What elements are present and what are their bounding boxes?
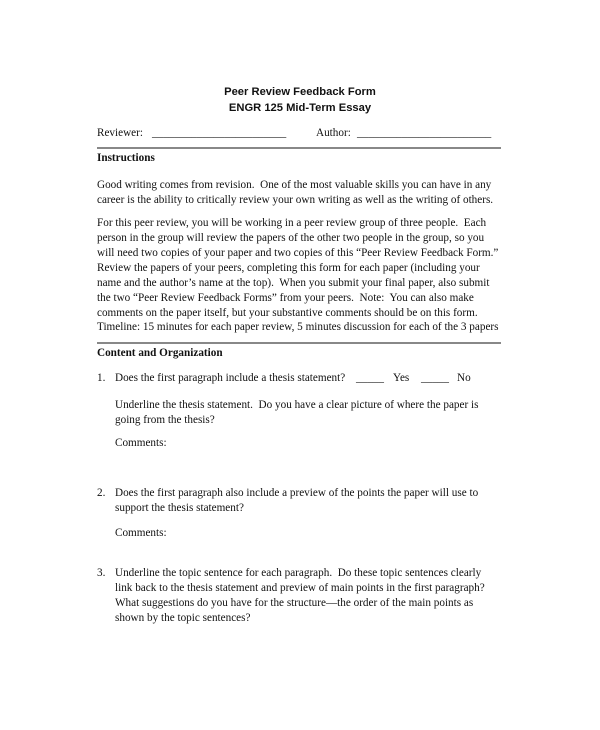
paragraph-line: name and the author’s name at the top). When you submit your final paper, also submit — [97, 277, 490, 289]
instructions-heading: Instructions — [97, 152, 155, 164]
paragraph-line: career is the ability to critically review your own writing as well as the writing of others. — [97, 194, 494, 206]
question-line: What suggestions do you have for the structure—the order of the main points as — [115, 597, 474, 609]
form-title: Peer Review Feedback Form — [224, 86, 376, 98]
question-number: 3. — [97, 567, 106, 579]
paragraph-line: will need two copies of your paper and two copies of this “Peer Review Feedback Form.” — [97, 247, 499, 259]
question-line: Does the first paragraph also include a preview of the points the paper will use to — [115, 487, 479, 499]
question-1-text: Does the first paragraph include a thesis statement? — [115, 372, 346, 384]
question-line: shown by the topic sentences? — [115, 612, 251, 624]
timeline-text: Timeline: 15 minutes for each paper review, 5 minutes discussion for each of the 3 papers — [97, 321, 499, 333]
question-line: going from the thesis? — [115, 414, 215, 426]
question-number: 1. — [97, 372, 106, 384]
paragraph-line: the two “Peer Review Feedback Forms” from your peers. Note: You can also make — [97, 292, 474, 304]
paragraph-line: Review the papers of your peers, completing this form for each paper (including your — [97, 262, 480, 274]
paragraph-line: Good writing comes from revision. One of the most valuable skills you can have in any — [97, 179, 492, 191]
paragraph-line: For this peer review, you will be working in a peer review group of three people. Each — [97, 217, 487, 229]
reviewer-label: Reviewer: — [97, 127, 143, 139]
no-blank[interactable]: _____ — [421, 372, 449, 384]
no-label: No — [457, 372, 471, 384]
yes-blank[interactable]: _____ — [356, 372, 384, 384]
question-line: support the thesis statement? — [115, 502, 244, 514]
question-line: Underline the thesis statement. Do you have a clear picture of where the paper is — [115, 399, 479, 411]
question-number: 2. — [97, 487, 106, 499]
paragraph-line: person in the group will review the papers of the other two people in the group, so you — [97, 232, 485, 244]
divider — [97, 342, 501, 344]
divider — [97, 147, 501, 149]
comments-label: Comments: — [115, 527, 167, 539]
form-subtitle: ENGR 125 Mid-Term Essay — [228, 102, 372, 114]
paragraph-line: comments on the paper itself, but your substantive comments should be on this form. — [97, 307, 478, 319]
question-line: link back to the thesis statement and preview of main points in the first paragraph? — [115, 582, 485, 594]
comments-label: Comments: — [115, 437, 167, 449]
content-heading: Content and Organization — [97, 347, 223, 359]
reviewer-field[interactable]: ________________________ — [152, 127, 287, 139]
author-label: Author: — [316, 127, 351, 139]
author-field[interactable]: ________________________ — [357, 127, 492, 139]
yes-label: Yes — [393, 372, 410, 384]
question-line: Underline the topic sentence for each paragraph. Do these topic sentences clearly — [115, 567, 482, 579]
